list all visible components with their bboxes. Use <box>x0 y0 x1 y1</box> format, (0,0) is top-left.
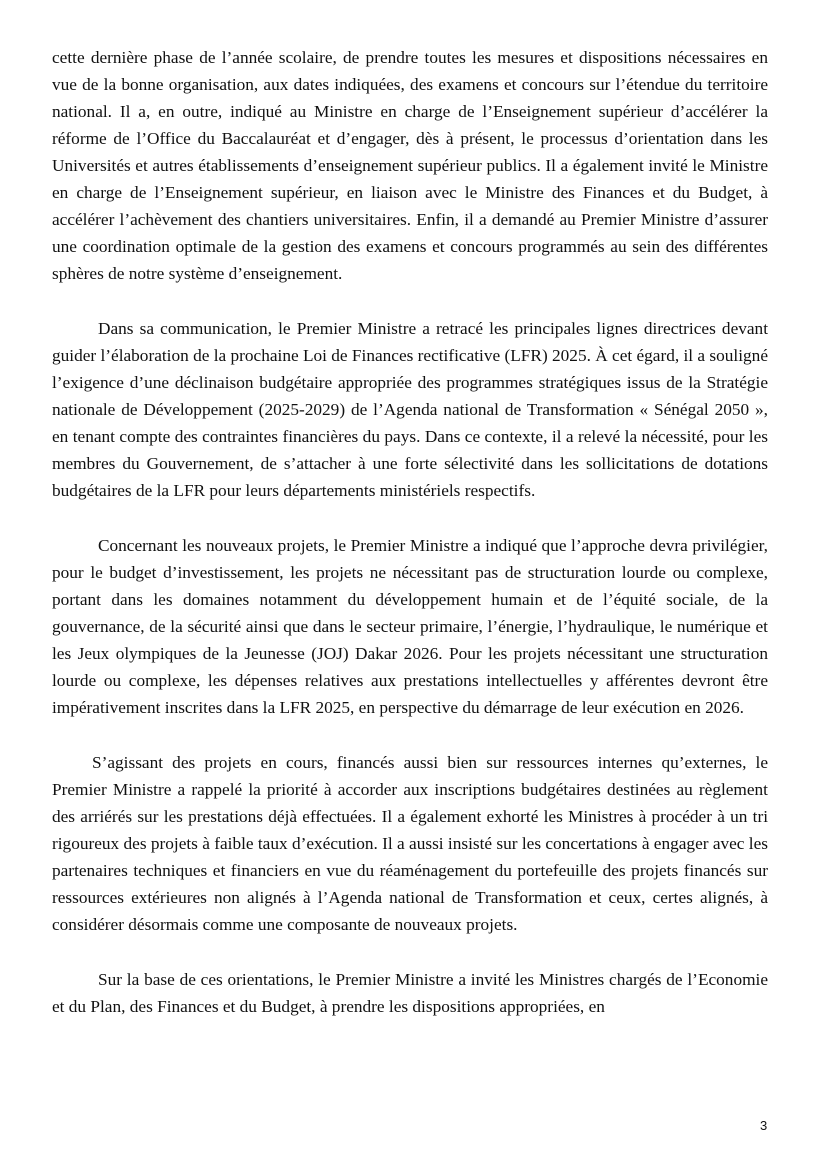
document-page <box>52 44 768 1048</box>
paragraph-ongoing-projects: S’agissant des projets en cours, financés aussi bien sur ressources internes qu’externes, le Premier Ministre a rappelé la priorité à accorder aux inscriptions budgétaires destinées au règlement des arriérés sur les prestations déjà effectuées. Il a également exhorté les Ministres à procéder à un tri rigoureux des projets à faible taux d’exécution. Il a aussi insisté sur les concertations à engager avec les partenaires techniques et financiers en vue du réaménagement du portefeuille des projets financés sur ressources extérieures non alignés à l’Agenda national de Transformation et ceux, certes alignés, à considérer désormais comme une composante de nouveaux projets. <box>52 753 768 934</box>
paragraph-exams-continuation: cette dernière phase de l’année scolaire, de prendre toutes les mesures et dispositions nécessaires en vue de la bonne organisation, aux dates indiquées, des examens et concours sur l’étendue du territoire national. Il a, en outre, indiqué au Ministre en charge de l’Enseignement supérieur d’accélérer la réforme de l’Office du Baccalauréat et d’engager, dès à présent, le processus d’orientation dans les Universités et autres établissements d’enseignement supérieur publics. Il a également invité le Ministre en charge de l’Enseignement supérieur, en liaison avec le Ministre des Finances et du Budget, à accélérer l’achèvement des chantiers universitaires. Enfin, il a demandé au Premier Ministre d’assurer une coordination optimale de la gestion des examens et concours programmés au sein des différentes sphères de notre système d’enseignement. <box>52 48 768 283</box>
paragraph-orientations: Sur la base de ces orientations, le Premier Ministre a invité les Ministres chargés de l’Economie et du Plan, des Finances et du Budget, à prendre les dispositions appropriées, en <box>52 970 768 1016</box>
paragraph-lfr-2025-guidelines: Dans sa communication, le Premier Ministre a retracé les principales lignes directrices devant guider l’élaboration de la prochaine Loi de Finances rectificative (LFR) 2025. À cet égard, il a souligné l’exigence d’une déclinaison budgétaire appropriée des programmes stratégiques issus de la Stratégie nationale de Développement (2025-2029) de l’Agenda national de Transformation « Sénégal 2050 », en tenant compte des contraintes financières du pays. Dans ce contexte, il a relevé la nécessité, pour les membres du Gouvernement, de s’attacher à une forte sélectivité dans les sollicitations de dotations budgétaires de la LFR pour leurs départements ministériels respectifs. <box>52 319 768 500</box>
paragraph-new-projects: Concernant les nouveaux projets, le Premier Ministre a indiqué que l’approche devra privilégier, pour le budget d’investissement, les projets ne nécessitant pas de structuration lourde ou complexe, portant dans les domaines notamment du développement humain et de l’équité sociale, de la gouvernance, de la sécurité ainsi que dans le secteur primaire, l’énergie, l’hydraulique, le numérique et les Jeux olympiques de la Jeunesse (JOJ) Dakar 2026. Pour les projets nécessitant une structuration lourde ou complexe, les dépenses relatives aux prestations intellectuelles y afférentes devront être impérativement inscrites dans la LFR 2025, en perspective du démarrage de leur exécution en 2026. <box>52 536 768 717</box>
page-number: 3 <box>760 1118 768 1133</box>
